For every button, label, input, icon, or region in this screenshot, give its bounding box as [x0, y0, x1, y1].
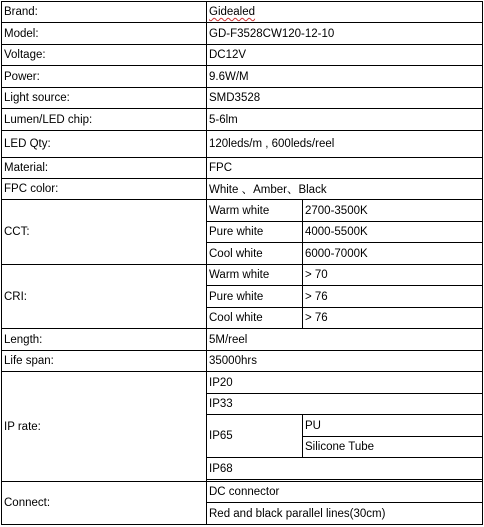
- life-span-value: 35000hrs: [207, 350, 483, 371]
- brand-name: Gidealed: [209, 6, 256, 19]
- cct-cool-name: Cool white: [207, 243, 303, 264]
- life-span-label: Life span:: [2, 350, 207, 371]
- ip65-pu: PU: [303, 415, 483, 436]
- ip20-value: IP20: [207, 372, 483, 393]
- brand-value: [207, 2, 483, 23]
- lumen-value: 5-6lm: [207, 109, 483, 130]
- connect-parallel-lines: Red and black parallel lines(30cm): [207, 503, 483, 525]
- cct-warm-value: 2700-3500K: [303, 200, 483, 221]
- ip68-value: IP68: [207, 458, 483, 479]
- voltage-value: DC12V: [207, 44, 483, 65]
- cri-cool-value: > 76: [303, 307, 483, 328]
- connect-dc: DC connector: [207, 481, 483, 502]
- power-value: 9.6W/M: [207, 66, 483, 87]
- model-label: Model:: [2, 23, 207, 44]
- cct-label: CCT:: [2, 200, 207, 264]
- cri-cool-name: Cool white: [207, 307, 303, 328]
- cri-label: CRI:: [2, 264, 207, 328]
- voltage-label: Voltage:: [2, 44, 207, 65]
- spec-table: [1, 1, 482, 525]
- material-value: FPC: [207, 157, 483, 178]
- cri-warm-value: > 70: [303, 264, 483, 285]
- fpc-color-label: FPC color:: [2, 179, 207, 200]
- cri-warm-name: Warm white: [207, 264, 303, 285]
- material-label: Material:: [2, 157, 207, 178]
- led-qty-value: 120leds/m , 600leds/reel: [207, 130, 483, 157]
- light-source-label: Light source:: [2, 87, 207, 108]
- connect-label: Connect:: [2, 481, 207, 524]
- lumen-label: Lumen/LED chip:: [2, 109, 207, 130]
- cri-pure-value: > 76: [303, 286, 483, 307]
- cct-cool-value: 6000-7000K: [303, 243, 483, 264]
- light-source-value: SMD3528: [207, 87, 483, 108]
- cct-pure-value: 4000-5500K: [303, 221, 483, 242]
- ip65-silicone-tube: Silicone Tube: [303, 436, 483, 457]
- cct-warm-name: Warm white: [207, 200, 303, 221]
- power-label: Power:: [2, 66, 207, 87]
- fpc-color-value: White 、Amber、Black: [207, 179, 483, 200]
- ip-rate-label: IP rate:: [2, 372, 207, 481]
- length-value: 5M/reel: [207, 329, 483, 350]
- led-qty-label: LED Qty:: [2, 130, 207, 157]
- length-label: Length:: [2, 329, 207, 350]
- cct-pure-name: Pure white: [207, 221, 303, 242]
- model-value: GD-F3528CW120-12-10: [207, 23, 483, 44]
- brand-label: Brand:: [2, 2, 207, 23]
- ip33-value: IP33: [207, 393, 483, 414]
- cri-pure-name: Pure white: [207, 286, 303, 307]
- ip65-value: IP65: [207, 415, 303, 458]
